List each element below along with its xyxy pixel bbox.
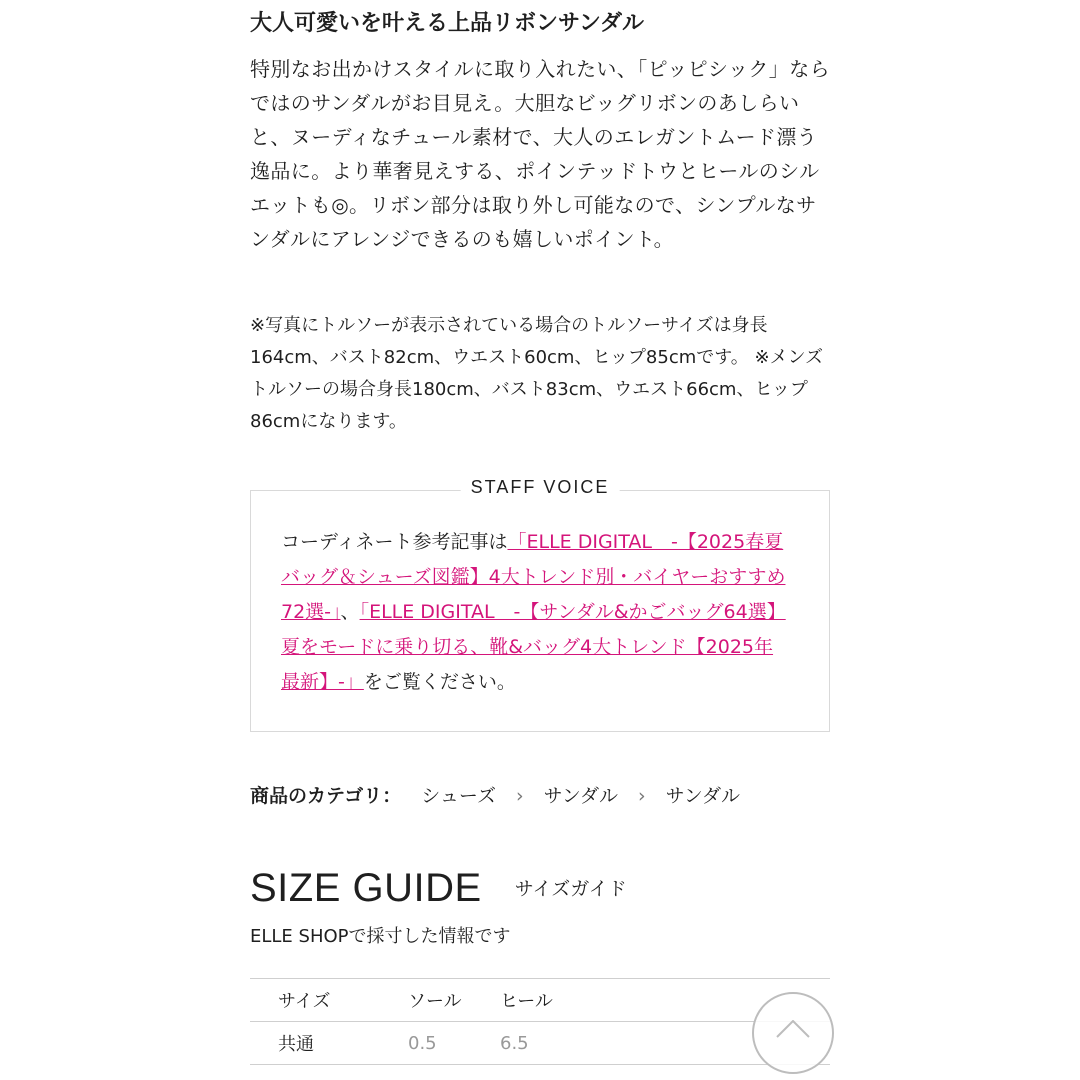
staff-voice-text — [281, 525, 791, 700]
size-table-header — [250, 979, 830, 1022]
sole-cell: 0.5 — [408, 1032, 437, 1054]
feature-title: 大人可愛いを叶える上品リボンサンダル — [250, 11, 645, 36]
chevron-right-icon: › — [516, 785, 524, 807]
staff-voice-box — [250, 477, 830, 732]
torso-size-note: ※写真にトルソーが表示されている場合のトルソーサイズは身長164cm、バスト82cm、ウエスト60cm、ヒップ85cmです。 ※メンズトルソーの場合身長180cm、バスト83cm、ウエスト66cm、ヒップ86cmになります。 — [250, 315, 824, 432]
feature-body: 特別なお出かけスタイルに取り入れたい、「ピッピシック」ならではのサンダルがお目見え。大胆なビッグリボンのあしらいと、ヌーディなチュール素材で、大人のエレガントムード漂う逸品に。より華奢見えする、ポインテッドトウとヒールのシルエットも◎。リボン部分は取り外し可能なので、シンプルなサンダルにアレンジできるのも嬉しいポイント。 — [250, 57, 830, 251]
elle-digital-article-link-2[interactable]: 「ELLE DIGITAL -【サンダル&かごバッグ64選】夏をモードに乗り切る、靴&バッグ4大トレンド【2025年最新】-」 — [281, 601, 786, 693]
column-header-size: サイズ — [278, 991, 331, 1012]
category-link-shoes[interactable]: シューズ — [421, 785, 496, 807]
heel-cell: 6.5 — [500, 1032, 529, 1054]
chevron-right-icon: › — [638, 785, 646, 807]
category-link-sandals[interactable]: サンダル — [543, 785, 618, 807]
scroll-to-top-button[interactable] — [752, 992, 834, 1074]
size-table — [250, 978, 830, 1065]
size-guide-title: SIZE GUIDE — [250, 866, 482, 910]
size-guide-subtitle: サイズガイド — [514, 878, 627, 900]
elle-digital-article-link-1[interactable]: 「ELLE DIGITAL -【2025春夏バッグ＆シューズ図鑑】4大トレンド別・バイヤーおすすめ72選-」 — [281, 531, 786, 623]
category-label: 商品のカテゴリ： — [250, 785, 402, 807]
column-header-sole: ソール — [408, 991, 462, 1012]
chevron-up-icon — [776, 1020, 810, 1038]
product-category-breadcrumb — [250, 780, 740, 812]
size-guide-note: ELLE SHOPで採寸した情報です — [250, 926, 511, 947]
column-header-heel: ヒール — [500, 991, 553, 1012]
staff-voice-label: STAFF VOICE — [461, 477, 620, 498]
category-link-sandals-sub[interactable]: サンダル — [665, 785, 740, 807]
staff-voice-intro: コーディネート参考記事は — [281, 531, 508, 553]
size-cell: 共通 — [278, 1034, 314, 1055]
staff-voice-separator: 、 — [340, 601, 360, 623]
staff-voice-outro: をご覧ください。 — [363, 671, 516, 693]
table-row — [250, 1022, 830, 1065]
size-guide-header — [250, 866, 627, 911]
